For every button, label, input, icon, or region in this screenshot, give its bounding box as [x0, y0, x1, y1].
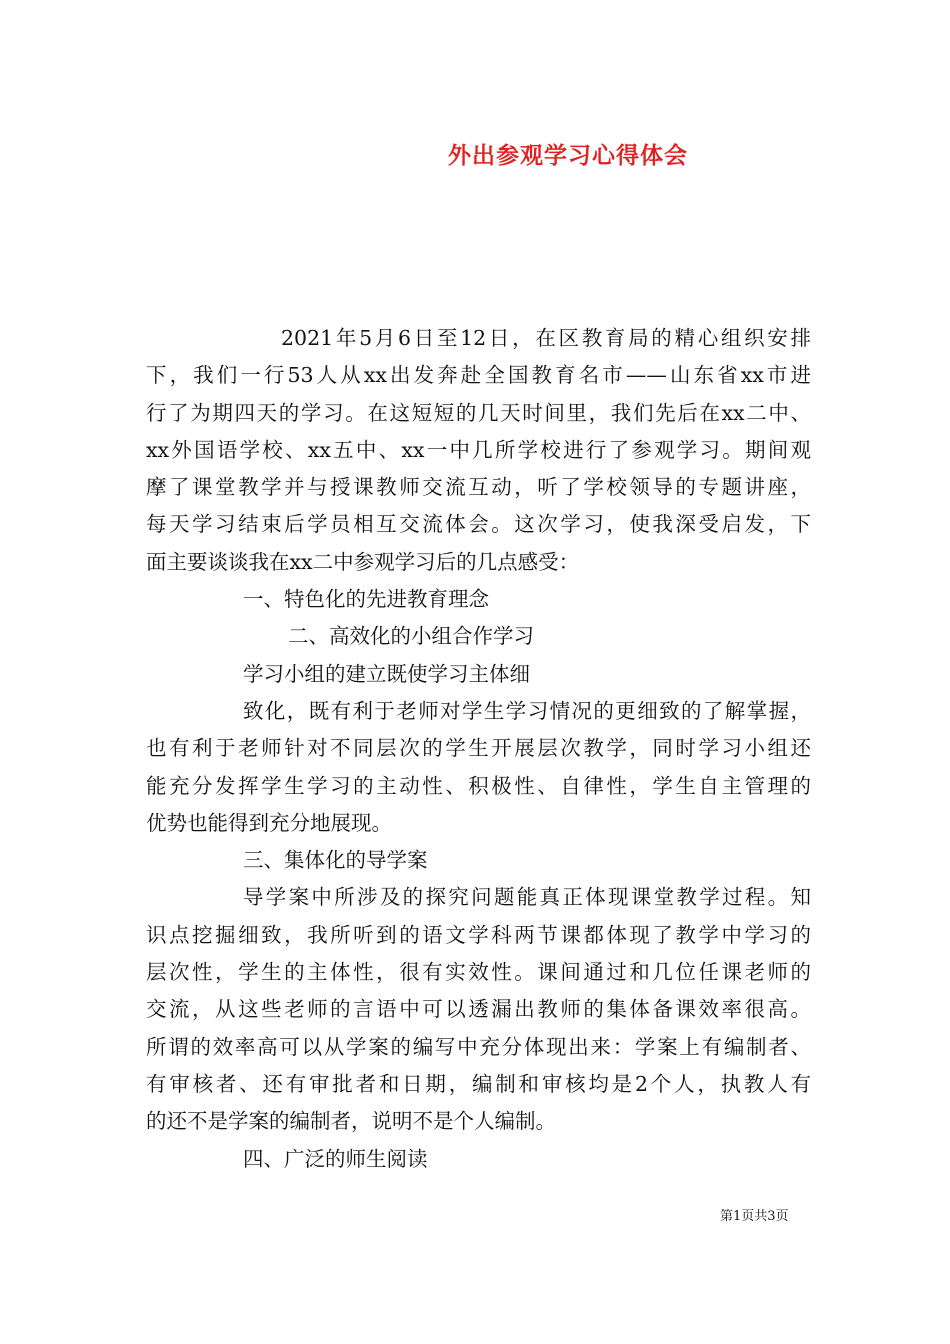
text-line: 能充分发挥学生学习的主动性、积极性、自律性，学生自主管理的: [146, 773, 811, 798]
text-line: 导学案中所涉及的探究问题能真正体现课堂教学过程。知: [243, 885, 811, 910]
text-line: 学习小组的建立既使学习主体细: [243, 661, 530, 686]
text-line: 2021年5月6日至12日，在区教育局的精心组织安排: [281, 326, 811, 350]
text-line: 识点挖掘细致，我所听到的语文学科两节课都体现了教学中学习的: [146, 922, 811, 947]
text-line: 有审核者、还有审批者和日期，编制和审核均是2个人，执教人有: [146, 1071, 811, 1096]
document-title: 外出参观学习心得体会: [448, 143, 688, 169]
text-line: 的还不是学案的编制者，说明不是个人编制。: [146, 1109, 556, 1134]
text-line: 层次性，学生的主体性，很有实效性。课间通过和几位任课老师的: [146, 960, 811, 985]
text-line: 也有利于老师针对不同层次的学生开展层次教学，同时学习小组还: [146, 736, 811, 761]
text-line: 每天学习结束后学员相互交流体会。这次学习，使我深受启发，下: [146, 512, 811, 537]
text-line: 行了为期四天的学习。在这短短的几天时间里，我们先后在xx二中、: [146, 400, 811, 425]
document-body: [146, 320, 811, 1178]
text-line: 一、特色化的先进教育理念: [243, 587, 489, 612]
text-line: 摩了课堂教学并与授课教师交流互动，听了学校领导的专题讲座，: [146, 475, 811, 500]
text-line: 面主要谈谈我在xx二中参观学习后的几点感受：: [146, 549, 580, 574]
page-footer: 第1页共3页: [720, 1209, 789, 1224]
text-line: 优势也能得到充分地展现。: [146, 810, 392, 835]
text-line: 所谓的效率高可以从学案的编写中充分体现出来：学案上有编制者、: [146, 1034, 811, 1059]
text-line: 交流，从这些老师的言语中可以透漏出教师的集体备课效率很高。: [146, 997, 811, 1022]
text-line: 三、集体化的导学案: [243, 848, 428, 873]
text-line: 四、广泛的师生阅读: [243, 1146, 428, 1171]
text-line: 下，我们一行53人从xx出发奔赴全国教育名市——山东省xx市进: [146, 363, 811, 388]
text-line: xx外国语学校、xx五中、xx一中几所学校进行了参观学习。期间观: [146, 437, 811, 462]
text-line: 二、高效化的小组合作学习: [288, 624, 534, 649]
text-line: 致化，既有利于老师对学生学习情况的更细致的了解掌握，: [243, 698, 811, 723]
